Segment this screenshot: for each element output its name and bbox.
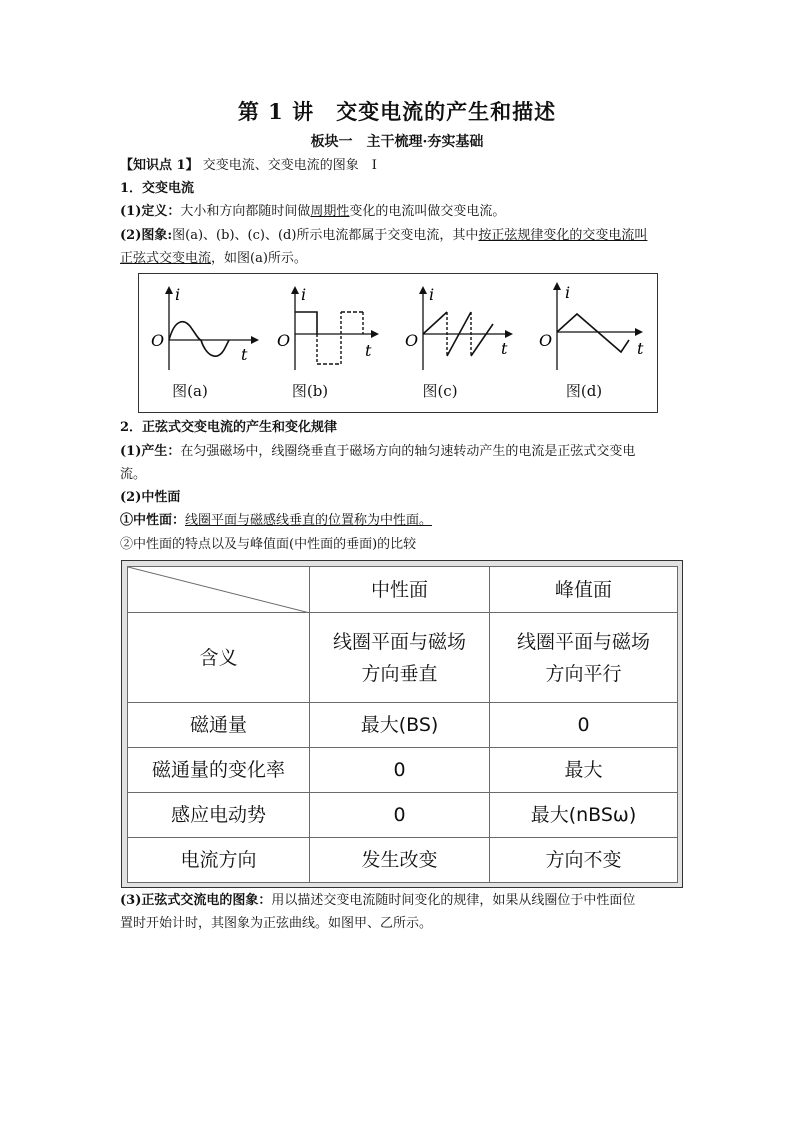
neutral-item-1-text: 线圈平面与磁感线垂直的位置称为中性面。	[185, 513, 433, 528]
definition-label: (1)定义：	[120, 204, 181, 219]
knowledge-point-text: 交变电流、交变电流的图象 Ⅰ	[202, 158, 377, 173]
cell-peak: 方向不变	[490, 838, 678, 883]
definition-line	[120, 201, 690, 223]
generation-line-1	[120, 441, 690, 463]
axis-i-label: i	[429, 285, 435, 304]
figure-b	[269, 274, 379, 400]
row-label: 磁通量	[128, 703, 310, 748]
square-wave-graph	[269, 274, 379, 379]
cell-line: 方向垂直	[361, 662, 438, 685]
generation-text-1: 在匀强磁场中，线圈绕垂直于磁场方向的轴匀速转动产生的电流是正弦式交变电	[180, 444, 636, 459]
axis-t-label: t	[241, 345, 248, 364]
header-peak-plane: 峰值面	[490, 567, 678, 613]
section-2-heading: 2．正弦式交变电流的产生和变化规律	[120, 420, 338, 435]
image-desc-line-2	[120, 248, 690, 270]
definition-text-b: 变化的电流叫做交变电流。	[349, 204, 506, 219]
definition-text-underlined: 周期性	[310, 204, 350, 219]
table-row	[128, 838, 678, 883]
sawtooth-graph	[397, 274, 517, 379]
image-desc-text-b: ，如图(a)所示。	[211, 251, 307, 266]
image-desc-line-1	[120, 225, 690, 247]
origin-label: O	[405, 331, 419, 350]
image-desc-text-a: 图(a)、(b)、(c)、(d)所示电流都属于交变电流，其中	[172, 228, 479, 243]
definition-text-a: 大小和方向都随时间做	[180, 204, 311, 219]
axis-i-label: i	[175, 285, 181, 304]
section-subtitle: 板块一 主干梳理·夯实基础	[310, 134, 484, 150]
current-waveforms-figure	[138, 273, 658, 413]
cell-line: 方向平行	[545, 662, 622, 685]
knowledge-point-label: 【知识点 1】	[120, 158, 199, 173]
axis-t-label: t	[501, 339, 508, 358]
row-label: 感应电动势	[128, 793, 310, 838]
generation-line-2: 流。	[120, 467, 147, 482]
cell-neutral	[310, 613, 490, 703]
neutral-plane-item-1	[120, 510, 690, 532]
axis-i-label: i	[565, 283, 571, 302]
graph-desc-text-1: 用以描述交变电流随时间变化的规律，如果从线圈位于中性面位	[271, 893, 636, 908]
graph-desc-line-1	[120, 890, 690, 912]
figure-d	[535, 274, 653, 400]
axis-t-label: t	[365, 341, 372, 360]
figure-d-caption: 图(d)	[565, 382, 603, 400]
triangle-wave-graph	[535, 274, 653, 379]
comparison-table	[127, 566, 678, 883]
row-label: 电流方向	[128, 838, 310, 883]
generation-label: (1)产生：	[120, 444, 181, 459]
graph-desc-line-2: 置时开始计时，其图象为正弦曲线。如图甲、乙所示。	[120, 916, 433, 931]
cell-neutral: 发生改变	[310, 838, 490, 883]
figure-c	[397, 274, 517, 400]
cell-line: 线圈平面与磁场	[516, 630, 650, 653]
origin-label: O	[277, 331, 291, 350]
row-label: 磁通量的变化率	[128, 748, 310, 793]
cell-neutral: 0	[310, 793, 490, 838]
header-neutral-plane: 中性面	[310, 567, 490, 613]
sine-graph	[149, 274, 259, 379]
neutral-plane-item-2: ②中性面的特点以及与峰值面(中性面的垂面)的比较	[120, 537, 417, 552]
cell-neutral: 0	[310, 748, 490, 793]
table-row	[128, 748, 678, 793]
origin-label: O	[539, 331, 553, 350]
knowledge-point-line	[120, 155, 690, 177]
section-1-heading: 1．交变电流	[120, 181, 195, 196]
figure-c-caption: 图(c)	[422, 382, 458, 400]
page-title: 第 1 讲 交变电流的产生和描述	[237, 99, 557, 124]
axis-i-label: i	[301, 285, 307, 304]
origin-label: O	[151, 331, 165, 350]
comparison-table-frame	[121, 560, 683, 888]
image-desc-underlined-1: 按正弦规律变化的交变电流叫	[478, 228, 648, 243]
table-row	[128, 613, 678, 703]
table-row	[128, 793, 678, 838]
cell-line: 线圈平面与磁场	[332, 630, 466, 653]
cell-peak: 最大	[490, 748, 678, 793]
row-label: 含义	[128, 613, 310, 703]
figure-a-caption: 图(a)	[172, 382, 208, 400]
figure-b-caption: 图(b)	[291, 382, 329, 400]
table-row	[128, 703, 678, 748]
cell-peak: 0	[490, 703, 678, 748]
axis-t-label: t	[637, 339, 644, 358]
image-desc-underlined-2: 正弦式交变电流	[120, 251, 212, 266]
figure-a	[149, 274, 259, 400]
neutral-plane-heading: (2)中性面	[120, 490, 181, 505]
neutral-item-1-label: ①中性面：	[120, 513, 186, 528]
cell-peak	[490, 613, 678, 703]
cell-peak: 最大(nBSω)	[490, 793, 678, 838]
image-desc-label: (2)图象:	[120, 228, 173, 243]
diagonal-header-cell	[128, 567, 310, 613]
graph-desc-label: (3)正弦式交流电的图象：	[120, 893, 272, 908]
table-header-row	[128, 567, 678, 613]
cell-neutral: 最大(BS)	[310, 703, 490, 748]
